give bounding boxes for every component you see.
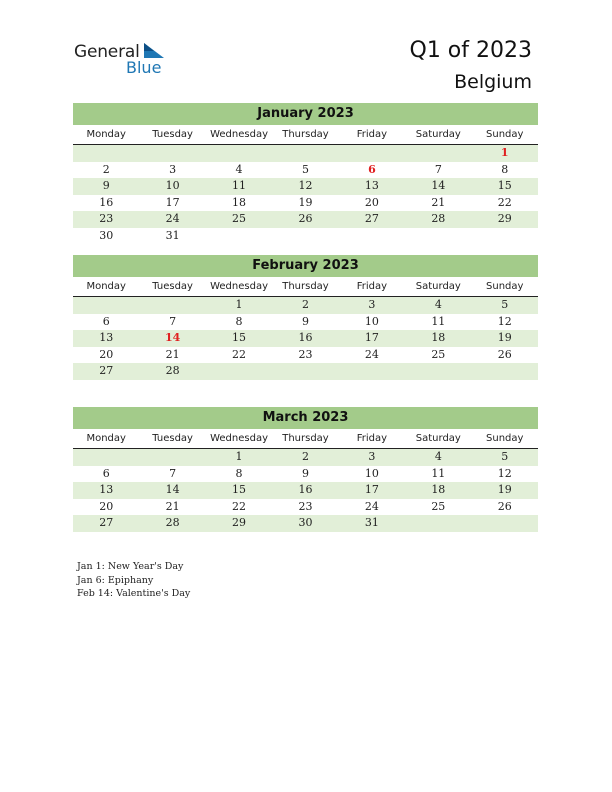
day-cell: 3 [368,450,376,463]
month-calendar-march [73,407,538,532]
day-cell: 13 [99,331,114,345]
day-cell: 30 [99,228,114,242]
weekday-label: Wednesday [210,281,268,292]
day-cell [405,228,471,245]
day-cell: 1 [235,298,243,311]
day-cell: 21 [165,499,180,513]
weekday-label: Sunday [486,281,524,292]
day-cell [73,145,139,162]
day-cell [139,145,205,162]
holiday-notes [77,560,190,601]
day-cell [405,145,471,162]
day-cell: 26 [497,499,512,513]
day-cell: 17 [165,195,180,209]
week-row [73,314,538,331]
weekday-header-row [73,278,538,297]
day-cell [405,363,471,380]
day-cell: 24 [165,212,180,226]
week-row [73,363,538,380]
day-cell [272,228,338,245]
day-cell: 11 [431,466,446,480]
generalblue-logo [74,42,174,78]
day-cell: 22 [497,195,512,209]
month-title: January 2023 [73,103,538,125]
day-cell: 19 [298,195,313,209]
weekday-label: Friday [356,281,388,292]
weekday-label: Saturday [415,433,461,444]
day-cell: 18 [232,195,247,209]
week-row [73,211,538,228]
week-row [73,347,538,364]
logo-general-text: General [74,42,140,62]
day-cell: 14 [164,331,181,345]
day-cell: 1 [500,146,509,159]
logo-flag-icon [142,43,166,59]
day-cell: 13 [364,179,379,193]
day-cell: 21 [165,347,180,361]
day-cell: 6 [102,466,110,480]
day-cell: 4 [434,450,442,463]
day-cell: 18 [431,331,446,345]
logo-blue-text: Blue [126,58,162,77]
day-cell: 2 [301,298,309,311]
day-cell: 20 [364,195,379,209]
day-cell: 22 [232,347,247,361]
weekday-label: Saturday [415,129,461,140]
weekday-label: Wednesday [210,433,268,444]
day-cell: 20 [99,347,114,361]
page-title: Q1 of 2023 [409,38,532,63]
day-cell: 23 [298,499,313,513]
day-cell: 3 [169,162,177,176]
day-cell: 5 [501,298,509,311]
day-cell: 1 [235,450,243,463]
week-row [73,145,538,162]
week-row [73,449,538,466]
day-cell [272,363,338,380]
day-cell: 25 [431,499,446,513]
week-row [73,178,538,195]
weekday-label: Monday [86,433,126,444]
day-cell [339,363,405,380]
week-row [73,162,538,179]
weekday-label: Monday [86,281,126,292]
holiday-note: Jan 1: New Year's Day [77,561,184,572]
day-cell [73,449,139,466]
day-cell: 8 [235,314,243,328]
day-cell: 24 [364,347,379,361]
country-name: Belgium [454,71,532,93]
day-cell [139,449,205,466]
day-cell: 9 [301,314,309,328]
day-cell: 29 [497,212,512,226]
week-row [73,330,538,347]
month-calendar-january [73,103,538,245]
day-cell: 26 [497,347,512,361]
day-cell: 15 [497,179,512,193]
weekday-label: Thursday [282,281,329,292]
day-cell: 28 [431,212,446,226]
month-title: February 2023 [73,255,538,277]
day-cell: 12 [298,179,313,193]
day-cell: 23 [99,212,114,226]
weekday-label: Sunday [486,129,524,140]
day-cell: 27 [364,212,379,226]
weekday-label: Saturday [415,281,461,292]
day-cell: 15 [232,483,247,497]
day-cell [339,145,405,162]
day-cell: 11 [431,314,446,328]
day-cell: 25 [232,212,247,226]
day-cell [472,228,538,245]
day-cell: 27 [99,364,114,378]
weekday-label: Monday [86,129,126,140]
day-cell: 10 [364,466,379,480]
week-row [73,499,538,516]
weekday-label: Thursday [282,433,329,444]
day-cell: 9 [102,179,110,193]
day-cell [272,145,338,162]
weekday-header-row [73,430,538,449]
day-cell: 16 [99,195,114,209]
day-cell: 7 [169,466,177,480]
holiday-note: Jan 6: Epiphany [77,574,154,586]
day-cell: 27 [99,516,114,530]
day-cell: 16 [298,331,313,345]
month-title: March 2023 [73,407,538,429]
day-cell [339,228,405,245]
day-cell: 2 [301,450,309,463]
day-cell: 12 [497,466,512,480]
day-cell: 16 [298,483,313,497]
day-cell: 15 [232,331,247,345]
day-cell: 29 [232,516,247,530]
day-cell: 19 [497,331,512,345]
day-cell: 26 [298,212,313,226]
day-cell: 23 [298,347,313,361]
week-row [73,228,538,245]
day-cell: 21 [431,195,446,209]
weekday-label: Tuesday [152,129,193,140]
day-cell: 17 [364,483,379,497]
day-cell: 9 [301,466,309,480]
day-cell: 20 [99,499,114,513]
week-row [73,482,538,499]
weekday-label: Wednesday [210,129,268,140]
day-cell: 4 [235,162,243,176]
day-cell: 7 [169,314,177,328]
day-cell: 14 [431,179,446,193]
day-cell: 24 [364,499,379,513]
day-cell [206,228,272,245]
day-cell: 18 [431,483,446,497]
day-cell: 10 [364,314,379,328]
weekday-header-row [73,126,538,145]
day-cell: 2 [102,162,110,176]
day-cell: 25 [431,347,446,361]
day-cell [472,363,538,380]
day-cell: 31 [165,228,180,242]
day-cell: 14 [165,483,180,497]
day-cell: 12 [497,314,512,328]
day-cell: 6 [102,314,110,328]
day-cell: 30 [298,516,313,530]
day-cell: 6 [368,162,376,176]
day-cell [472,515,538,532]
weekday-label: Tuesday [152,281,193,292]
day-cell: 8 [501,162,509,176]
day-cell [206,145,272,162]
weekday-label: Tuesday [152,433,193,444]
day-cell: 10 [165,179,180,193]
week-row [73,297,538,314]
month-calendar-february [73,255,538,380]
weekday-label: Thursday [282,129,329,140]
week-row [73,466,538,483]
day-cell [139,297,205,314]
day-cell: 7 [434,162,442,176]
day-cell: 5 [501,450,509,463]
day-cell [405,515,471,532]
day-cell: 17 [364,331,379,345]
day-cell: 19 [497,483,512,497]
day-cell: 4 [434,298,442,311]
day-cell: 11 [232,179,247,193]
week-row [73,515,538,532]
holiday-note: Feb 14: Valentine's Day [77,588,191,599]
day-cell: 28 [165,516,180,530]
day-cell: 28 [165,364,180,378]
weekday-label: Sunday [486,433,524,444]
weekday-label: Friday [356,433,388,444]
day-cell: 5 [301,162,309,176]
day-cell [206,363,272,380]
day-cell: 3 [368,298,376,311]
day-cell [73,297,139,314]
day-cell: 13 [99,483,114,497]
day-cell: 22 [232,499,247,513]
weekday-label: Friday [356,129,388,140]
week-row [73,195,538,212]
day-cell: 31 [364,516,379,530]
day-cell: 8 [235,466,243,480]
